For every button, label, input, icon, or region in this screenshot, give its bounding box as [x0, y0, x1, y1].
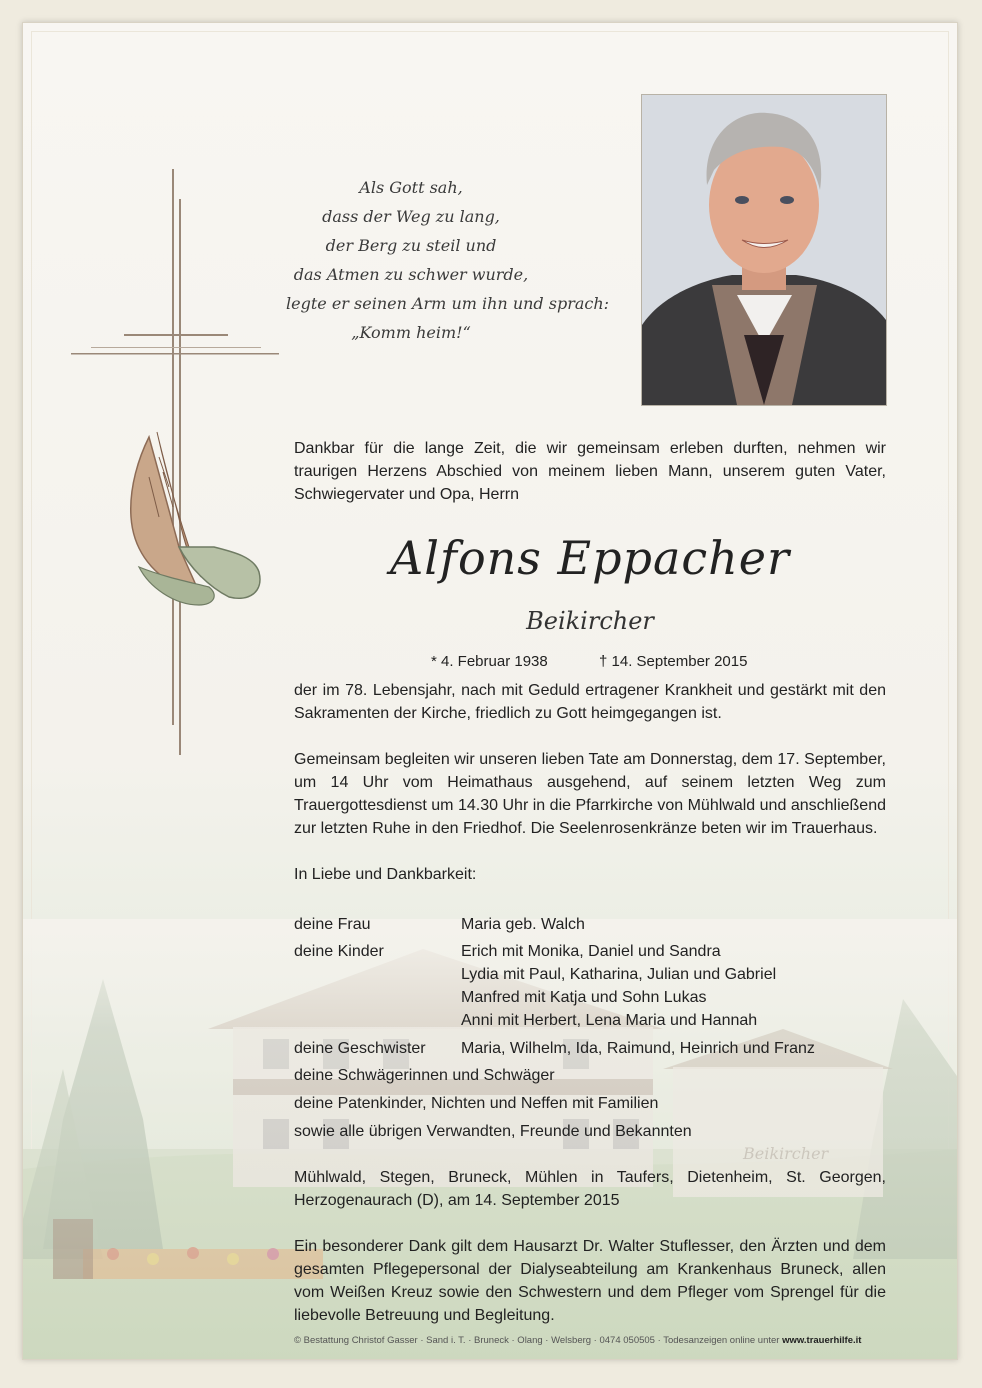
- siblings-label: deine Geschwister: [294, 1040, 426, 1057]
- in-laws-line: deine Schwägerinnen und Schwäger: [294, 1067, 555, 1084]
- birth-date: * 4. Februar 1938: [431, 653, 548, 670]
- godchildren-line: deine Patenkinder, Nichten und Neffen mit Familien: [294, 1095, 659, 1112]
- child-entry: Anni mit Herbert, Lena Maria und Hannah: [461, 1012, 758, 1029]
- thanks-text: Ein besonderer Dank gilt dem Hausarzt Dr. Walter Stuflesser, den Ärzten und dem gesamten Pflegepersonal der Dialyseabteilung am Krankenhaus Bruneck, allen vom Weißen Kreuz sowie den Schwestern und dem Pfleger vom Sprengel für die liebevolle Betreuung und Begleitung.: [294, 1238, 886, 1324]
- mourners-heading: In Liebe und Dankbarkeit:: [294, 866, 477, 883]
- child-entry: Erich mit Monika, Daniel und Sandra: [461, 943, 721, 960]
- siblings-names: Maria, Wilhelm, Ida, Raimund, Heinrich und Franz: [461, 1040, 815, 1057]
- children-label: deine Kinder: [294, 943, 384, 960]
- quote: [286, 173, 610, 347]
- quote-line: dass der Weg zu lang,: [322, 207, 500, 226]
- wife-label: deine Frau: [294, 916, 371, 933]
- birth-name: Beikircher: [526, 607, 654, 635]
- relatives-line: sowie alle übrigen Verwandten, Freunde und Bekannten: [294, 1123, 692, 1140]
- quote-line: das Atmen zu schwer wurde,: [293, 265, 529, 284]
- child-entry: Lydia mit Paul, Katharina, Julian und Gabriel: [461, 966, 777, 983]
- footer: [294, 1335, 952, 1346]
- quote-line: „Komm heim!“: [351, 323, 471, 342]
- passing-text: der im 78. Lebensjahr, nach mit Geduld ertragener Krankheit und gestärkt mit den Sakramenten der Kirche, friedlich zu Gott heimgegangen ist.: [294, 682, 886, 722]
- quote-line: legte er seinen Arm um ihn und sprach:: [286, 294, 610, 313]
- footer-website-link[interactable]: www.trauerhilfe.it: [782, 1335, 862, 1346]
- death-date: † 14. September 2015: [599, 653, 748, 670]
- intro-text: Dankbar für die lange Zeit, die wir gemeinsam erleben durften, nehmen wir traurigen Herzens Abschied von meinem lieben Mann, unserem guten Vater, Schwiegervater und Opa, Herrn: [294, 440, 886, 503]
- deceased-name: Alfons Eppacher: [389, 531, 790, 585]
- quote-line: Als Gott sah,: [359, 178, 463, 197]
- child-entry: Manfred mit Katja und Sohn Lukas: [461, 989, 707, 1006]
- obituary-card: [22, 22, 958, 1360]
- portrait-photo: [641, 94, 887, 406]
- funeral-text: Gemeinsam begleiten wir unseren lieben Tate am Donnerstag, dem 17. September, um 14 Uhr vom Heimathaus ausgehend, auf seinem letzten Weg zum Trauergottesdienst um 14.30 Uhr in die Pfarrkirche von Mühlwald und anschließend zur letzten Ruhe in den Friedhof. Die Seelenrosenkränze beten wir im Trauerhaus.: [294, 751, 886, 837]
- footer-company: © Bestattung Christof Gasser · Sand i. T. · Bruneck · Olang · Welsberg · 0474 050505 · Todesanzeigen online unter: [294, 1335, 780, 1346]
- quote-line: der Berg zu steil und: [325, 236, 497, 255]
- praying-hands-icon: [119, 427, 265, 607]
- wife-name: Maria geb. Walch: [461, 916, 585, 933]
- place-date: Mühlwald, Stegen, Bruneck, Mühlen in Taufers, Dietenheim, St. Georgen, Herzogenaurach (D), am 14. September 2015: [294, 1169, 886, 1209]
